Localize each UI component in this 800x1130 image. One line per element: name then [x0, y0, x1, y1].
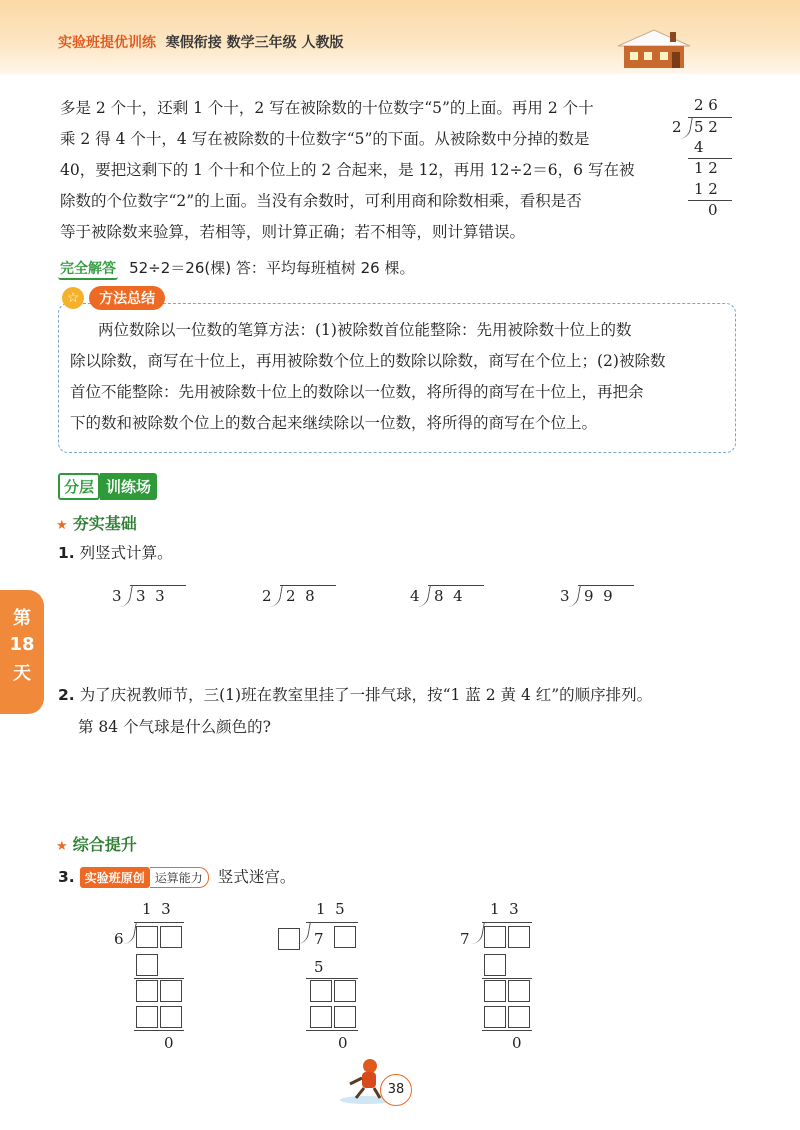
- worked-quotient: 2 6: [694, 96, 718, 114]
- answer-row: [58, 253, 414, 284]
- maze-1-box[interactable]: [136, 1006, 158, 1028]
- maze-2-box[interactable]: [334, 1006, 356, 1028]
- maze-1-quotient: 1 3: [142, 900, 171, 918]
- maze-3-box[interactable]: [508, 1006, 530, 1028]
- section-basic-title: 夯实基础: [72, 514, 137, 533]
- q1-problem-3: [410, 582, 490, 612]
- summary-line-3: 首位不能整除：先用被除数十位上的数除以一位数，将所得的商写在十位上，再把余: [70, 383, 644, 401]
- explanation-line-5: 等于被除数来验算，若相等，则计算正确；若不相等，则计算错误。: [60, 223, 526, 241]
- maze-1-box[interactable]: [160, 1006, 182, 1028]
- maze-1-remainder: 0: [164, 1034, 174, 1052]
- maze-1-box[interactable]: [136, 926, 158, 948]
- house-illustration: [614, 26, 694, 70]
- header-brand: 实验班提优训练: [58, 35, 156, 51]
- maze-3-remainder: 0: [512, 1034, 522, 1052]
- worked-step-3: 1 2: [694, 180, 718, 198]
- maze-2: [276, 900, 366, 1060]
- section-basic: [56, 511, 137, 534]
- section-advanced-title: 综合提升: [72, 835, 137, 854]
- bulb-icon: ☆: [62, 287, 84, 309]
- q1-number: 1.: [58, 544, 75, 562]
- maze-1-box[interactable]: [136, 954, 158, 976]
- maze-1-box[interactable]: [160, 926, 182, 948]
- maze-2-box[interactable]: [310, 1006, 332, 1028]
- maze-3-box[interactable]: [508, 926, 530, 948]
- maze-3-quotient: 1 3: [490, 900, 519, 918]
- summary-title: 方法总结: [89, 286, 165, 310]
- q1-problem-4: [560, 582, 640, 612]
- star-icon: ★: [56, 518, 68, 533]
- maze-1: [108, 900, 198, 1060]
- q2-text-1: 为了庆祝教师节，三(1)班在教室里挂了一排气球，按“1 蓝 2 黄 4 红”的顺序排列。: [79, 686, 653, 704]
- answer-label: 完全解答: [58, 258, 118, 280]
- maze-2-box[interactable]: [310, 980, 332, 1002]
- maze-2-dividend-digit: 7: [314, 930, 324, 948]
- maze-2-quotient: 1 5: [316, 900, 345, 918]
- maze-2-box[interactable]: [334, 926, 356, 948]
- header-subtitle: 寒假衔接 数学三年级 人教版: [165, 35, 344, 51]
- star-icon-2: ★: [56, 839, 68, 854]
- maze-3-divisor: 7: [460, 930, 470, 948]
- q1-problem-1-dividend: 3 3: [136, 587, 165, 605]
- worked-step-2: 1 2: [694, 159, 718, 177]
- q1: [58, 538, 173, 569]
- summary-line-2: 除以除数，商写在十位上，再用被除数个位上的数除以除数，商写在个位上；(2)被除数: [70, 352, 666, 370]
- summary-badge: [62, 286, 165, 312]
- q3-number: 3.: [58, 868, 75, 886]
- explanation-line-1: 多是 2 个十，还剩 1 个十，2 写在被除数的十位数字“5”的上面。再用 2 个十: [60, 99, 594, 117]
- q3-header: [58, 862, 295, 893]
- q1-problem-4-dividend: 9 9: [584, 587, 613, 605]
- explanation-line-4: 除数的个位数字“2”的上面。当没有余数时，可利用商和除数相乘，看积是否: [60, 192, 582, 210]
- worked-remainder: 0: [708, 201, 718, 219]
- q1-problem-3-divisor: 4: [410, 587, 420, 605]
- page-number-text: 38: [387, 1082, 405, 1097]
- maze-3-box[interactable]: [484, 954, 506, 976]
- header-title: [58, 32, 344, 52]
- q1-problem-1-divisor: 3: [112, 587, 122, 605]
- explanation-line-2: 乘 2 得 4 个十，4 写在被除数的十位数字“5”的下面。从被除数中分掉的数是: [60, 130, 590, 148]
- q1-text: 列竖式计算。: [79, 544, 173, 562]
- maze-2-step-digit: 5: [314, 958, 324, 976]
- maze-1-box[interactable]: [160, 980, 182, 1002]
- maze-1-divisor: 6: [114, 930, 124, 948]
- worked-division: [668, 96, 738, 226]
- q1-problem-2-divisor: 2: [262, 587, 272, 605]
- page-number: [380, 1074, 412, 1106]
- q2-number: 2.: [58, 686, 75, 704]
- side-tab-top: 第: [13, 608, 31, 629]
- q1-problem-1: [112, 582, 192, 612]
- q1-problem-2: [262, 582, 342, 612]
- training-label-right: 训练场: [100, 473, 157, 500]
- maze-2-box[interactable]: [334, 980, 356, 1002]
- side-day-tab: [0, 590, 44, 714]
- worked-dividend: 5 2: [694, 118, 718, 136]
- q2-line-1: [58, 680, 652, 711]
- q3-tag-skill: 运算能力: [150, 867, 209, 888]
- answer-text: 52÷2＝26(棵) 答：平均每班植树 26 棵。: [129, 259, 415, 277]
- worked-divisor: 2: [672, 118, 682, 136]
- maze-3-box[interactable]: [484, 926, 506, 948]
- side-tab-num: 18: [9, 634, 35, 655]
- maze-3-box[interactable]: [484, 980, 506, 1002]
- q3-tag-original: 实验班原创: [80, 867, 150, 888]
- q1-problem-4-divisor: 3: [560, 587, 570, 605]
- maze-1-box[interactable]: [136, 980, 158, 1002]
- q1-problem-2-dividend: 2 8: [286, 587, 315, 605]
- maze-3-box[interactable]: [484, 1006, 506, 1028]
- maze-3-box[interactable]: [508, 980, 530, 1002]
- q2-text-2: 第 84 个气球是什么颜色的?: [78, 718, 271, 736]
- training-label-left: 分层: [58, 473, 100, 500]
- explanation-line-3: 40，要把这剩下的 1 个十和个位上的 2 合起来，是 12，再用 12÷2＝6，6 写在被: [60, 161, 635, 179]
- summary-line-4: 下的数和被除数个位上的数合起来继续除以一位数，将所得的商写在个位上。: [70, 414, 598, 432]
- training-label: [58, 473, 157, 500]
- maze-2-remainder: 0: [338, 1034, 348, 1052]
- section-advanced: [56, 832, 137, 855]
- q3-text: 竖式迷宫。: [217, 868, 296, 886]
- q1-problem-3-dividend: 8 4: [434, 587, 463, 605]
- side-tab-bottom: 天: [13, 663, 31, 684]
- summary-line-1: 两位数除以一位数的笔算方法：(1)被除数首位能整除：先用被除数十位上的数: [98, 321, 632, 339]
- maze-3: [456, 900, 546, 1060]
- worked-step-1: 4: [694, 138, 704, 156]
